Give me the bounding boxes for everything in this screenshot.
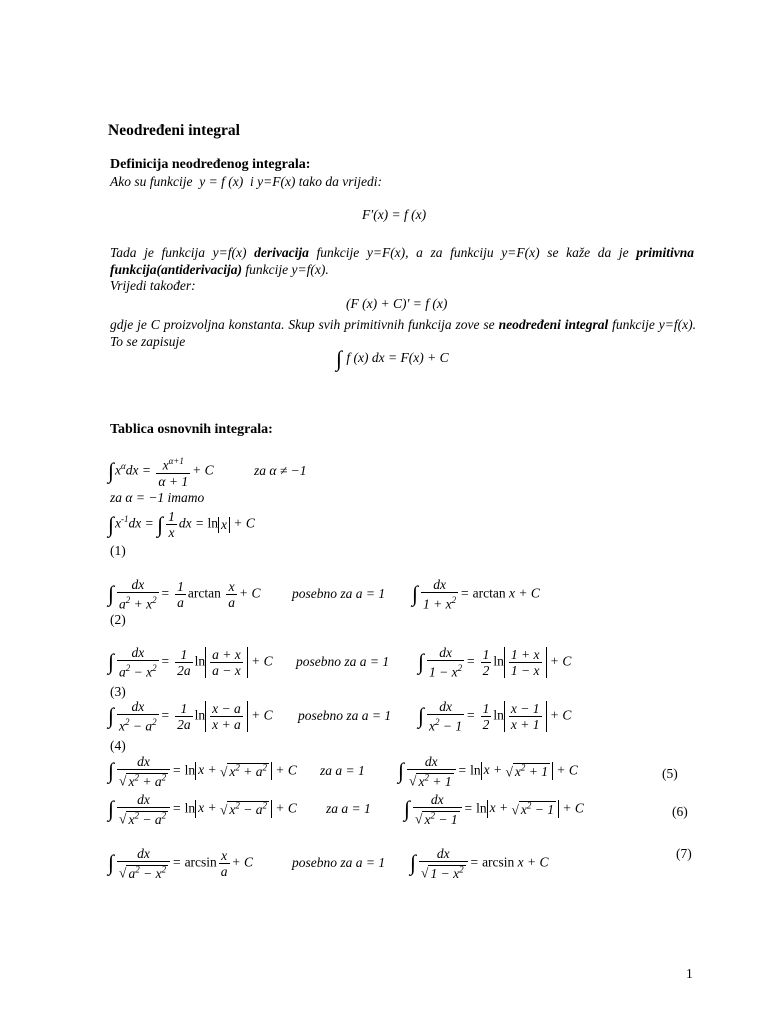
formula-primitive-derivative: (F (x) + C)′ = f (x) [346, 296, 448, 311]
label-za-a1-6: za a = 1 [326, 801, 371, 816]
page-number: 1 [686, 966, 693, 981]
label-posebno-7: posebno za a = 1 [292, 855, 386, 870]
formula-ln-1-minus-x2: ∫ $\frac{dx}{1 - x^2}$ = $\frac{1}{2}$ ln $\frac{1 + x}{1 - x}$ + C [418, 645, 572, 680]
formula-arctan-special: ∫ $\frac{dx}{1 + x^2}$ = arctan x + C [412, 577, 540, 612]
formula-arcsin-special: ∫ $\frac{dx}{√ 1 - x^2}$ = arcsin x + C [410, 846, 549, 881]
formula-arctan: ∫ $\frac{dx}{a^2 + x^2}$ = $\frac{1}{a}$ arctan $\frac{x}{a}$ + C [108, 577, 261, 612]
formula-reciprocal: $\int x^{-1}dx$ = ∫ $\frac{1}{x}$ dx = ln x + C [108, 509, 255, 540]
para1-a: Tada je funkcija y=f(x) [110, 245, 247, 260]
para2-b: neodređeni integral [498, 317, 609, 332]
label-za-alpha: za α = −1 imamo [110, 490, 205, 505]
eq-number-6: (6) [672, 804, 688, 819]
para2-c: funkcije y=f(x). To se zapisuje [110, 317, 697, 349]
formula-sqrt-x2-minus-1: ∫ $\frac{dx}{√ x^2 - 1}$ = ln x + √ $x^2 - 1 + C$ [404, 792, 584, 827]
eq-number-3: (3) [110, 684, 126, 699]
label-posebno-3: posebno za a = 1 [296, 654, 390, 669]
also-line: Vrijedi također: [110, 278, 196, 293]
formula-sqrt-x2-minus-a2: ∫ $\frac{dx}{√ x^2 - a^2}$ = ln x + √ $x^2 - a^2 + C$ [108, 792, 297, 827]
page-title: Neodređeni integral [108, 122, 240, 139]
para2-a: gdje je C proizvoljna konstanta. Skup svih primitivnih funkcija zove se [110, 317, 495, 332]
formula-power-rule: $\int x^\alpha dx$ = $\frac{x^{\alpha+1}}{\alpha + 1}$ + C [108, 456, 214, 489]
para1-b: derivacija [254, 245, 309, 260]
eq-number-2: (2) [110, 612, 126, 627]
intro-formula-y: y = f (x) [195, 174, 247, 189]
label-posebno-2: posebno za a = 1 [292, 586, 386, 601]
eq-number-1: (1) [110, 543, 126, 558]
label-za-a1-5: za a = 1 [320, 763, 365, 778]
formula-derivative: F′(x) = f (x) [362, 207, 427, 222]
eq-number-5: (5) [662, 766, 678, 781]
paragraph-indefinite [110, 316, 696, 350]
formula-ln-x2-minus-1: ∫ $\frac{dx}{x^2 - 1}$ = $\frac{1}{2}$ ln $\frac{x - 1}{x + 1}$ + C [418, 699, 572, 734]
eq-number-4: (4) [110, 738, 126, 753]
formula-ln-a2-minus-x2: ∫ $\frac{dx}{a^2 - x^2}$ = $\frac{1}{2a}$ ln $\frac{a + x}{a - x}$ + C [108, 645, 273, 680]
formula-power-condition: za α ≠ −1 [254, 463, 307, 478]
formula-sqrt-x2-plus-a2: ∫ $\frac{dx}{√ x^2 + a^2}$ = ln x + √ $x^2 + a^2 + C$ [108, 754, 297, 789]
intro-line [110, 174, 382, 190]
intro-pre: Ako su funkcije [110, 174, 193, 189]
formula-arcsin: ∫ $\frac{dx}{√ a^2 - x^2}$ = arcsin $\frac{x}{a}$ + C [108, 846, 254, 881]
eq-number-7: (7) [676, 846, 692, 861]
formula-indefinite: ∫ f (x) dx = F(x) + C [336, 346, 449, 371]
intro-post: y=F(x) tako da vrijedi: [257, 174, 383, 189]
label-posebno-4: posebno za a = 1 [298, 708, 392, 723]
para1-d: primitivna funkcija(antiderivacija) [110, 245, 695, 277]
para1-e: funkcije y=f(x). [245, 262, 329, 277]
intro-mid: i [249, 174, 254, 189]
para1-c: funkcije y=F(x), a za funkciju y=F(x) se kaže da je [316, 245, 629, 260]
definition-heading: Definicija neodređenog integrala: [110, 157, 311, 172]
table-heading: Tablica osnovnih integrala: [110, 422, 273, 437]
formula-ln-x2-minus-a2: ∫ $\frac{dx}{x^2 - a^2}$ = $\frac{1}{2a}$ ln $\frac{x - a}{x + a}$ + C [108, 699, 273, 734]
formula-sqrt-x2-plus-1: ∫ $\frac{dx}{√ x^2 + 1}$ = ln x + √ $x^2 + 1 + C$ [398, 754, 578, 789]
paragraph-derivative [110, 244, 694, 278]
